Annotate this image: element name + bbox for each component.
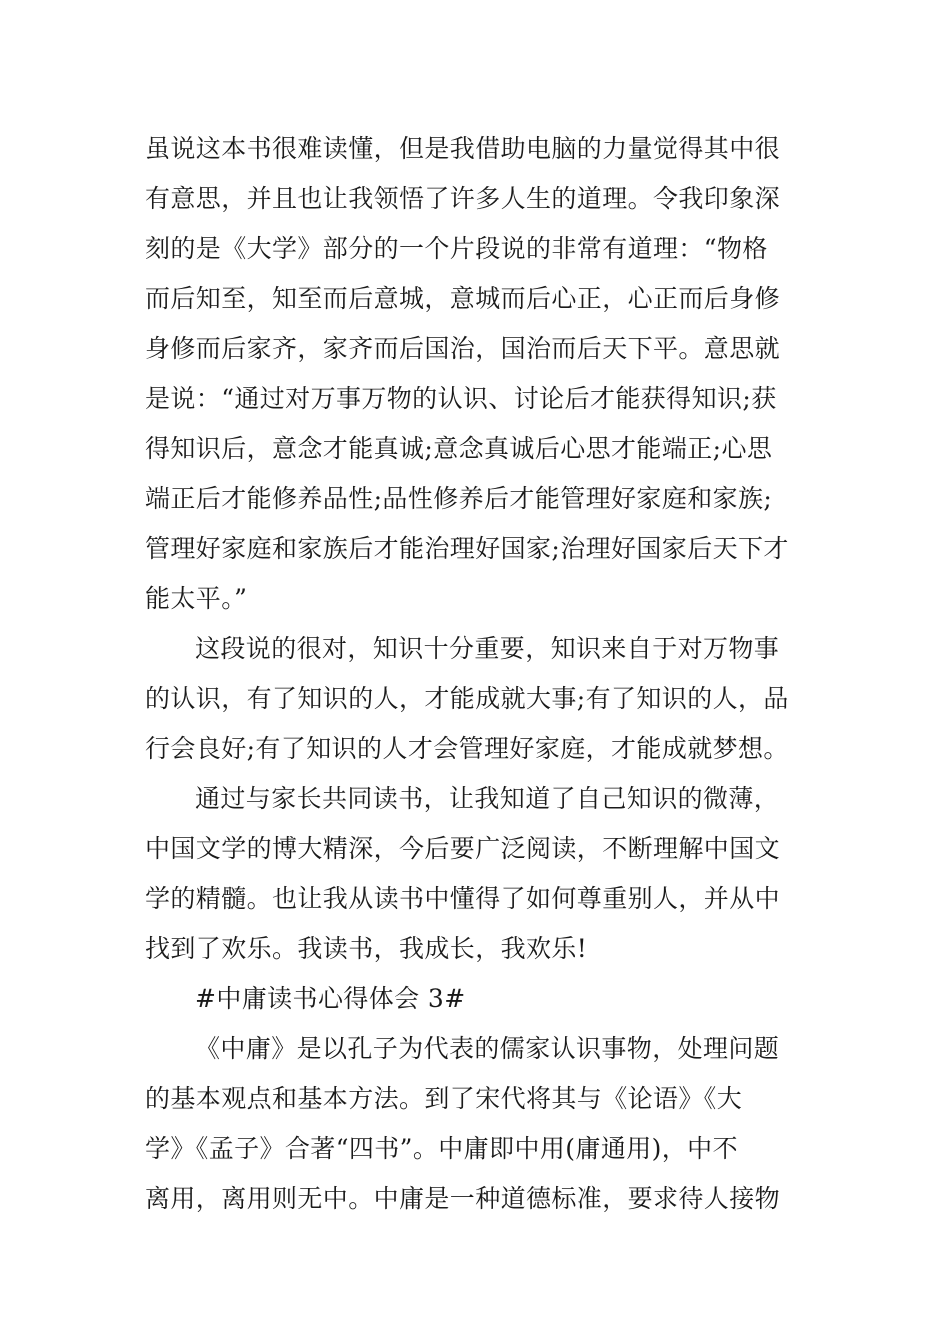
text-line: 有意思，并且也让我领悟了许多人生的道理。令我印象深 bbox=[145, 184, 781, 213]
paragraph-first-line: 通过与家长共同读书，让我知道了自己知识的微薄， bbox=[195, 784, 780, 813]
text-line: 学的精髓。也让我从读书中懂得了如何尊重别人，并从中 bbox=[145, 884, 781, 913]
text-line: 虽说这本书很难读懂，但是我借助电脑的力量觉得其中很 bbox=[145, 134, 781, 163]
text-line: 离用，离用则无中。中庸是一种道德标准，要求待人接物 bbox=[145, 1184, 781, 1213]
text-line: 端正后才能修养品性;品性修养后才能管理好家庭和家族; bbox=[145, 484, 773, 513]
text-line: 找到了欢乐。我读书，我成长，我欢乐! bbox=[145, 934, 588, 963]
text-line: 得知识后，意念才能真诚;意念真诚后心思才能端正;心思 bbox=[145, 434, 773, 463]
text-line: 行会良好;有了知识的人才会管理好家庭，才能成就梦想。 bbox=[145, 734, 789, 763]
text-line: 管理好家庭和家族后才能治理好国家;治理好国家后天下才 bbox=[145, 534, 789, 563]
paragraph-first-line: 《中庸》是以孔子为代表的儒家认识事物，处理问题 bbox=[195, 1034, 780, 1063]
text-line: 而后知至，知至而后意城，意城而后心正，心正而后身修 bbox=[145, 284, 781, 313]
text-line: 是说：“通过对万事万物的认识、讨论后才能获得知识;获 bbox=[145, 384, 777, 413]
text-line: 身修而后家齐，家齐而后国治，国治而后天下平。意思就 bbox=[145, 334, 781, 363]
text-line: 学》《孟子》合著“四书”。中庸即中用(庸通用)，中不 bbox=[145, 1134, 738, 1163]
text-line: 的认识，有了知识的人，才能成就大事;有了知识的人，品 bbox=[145, 684, 789, 713]
text-line: 能太平。” bbox=[145, 584, 248, 613]
paragraph-first-line: 这段说的很对，知识十分重要，知识来自于对万物事 bbox=[195, 634, 780, 663]
text-line: 中国文学的博大精深，今后要广泛阅读，不断理解中国文 bbox=[145, 834, 781, 863]
text-line: 的基本观点和基本方法。到了宋代将其与《论语》《大 bbox=[145, 1084, 743, 1113]
section-heading: #中庸读书心得体会 3# bbox=[195, 984, 466, 1013]
text-line: 刻的是《大学》部分的一个片段说的非常有道理：“物格 bbox=[145, 234, 768, 263]
